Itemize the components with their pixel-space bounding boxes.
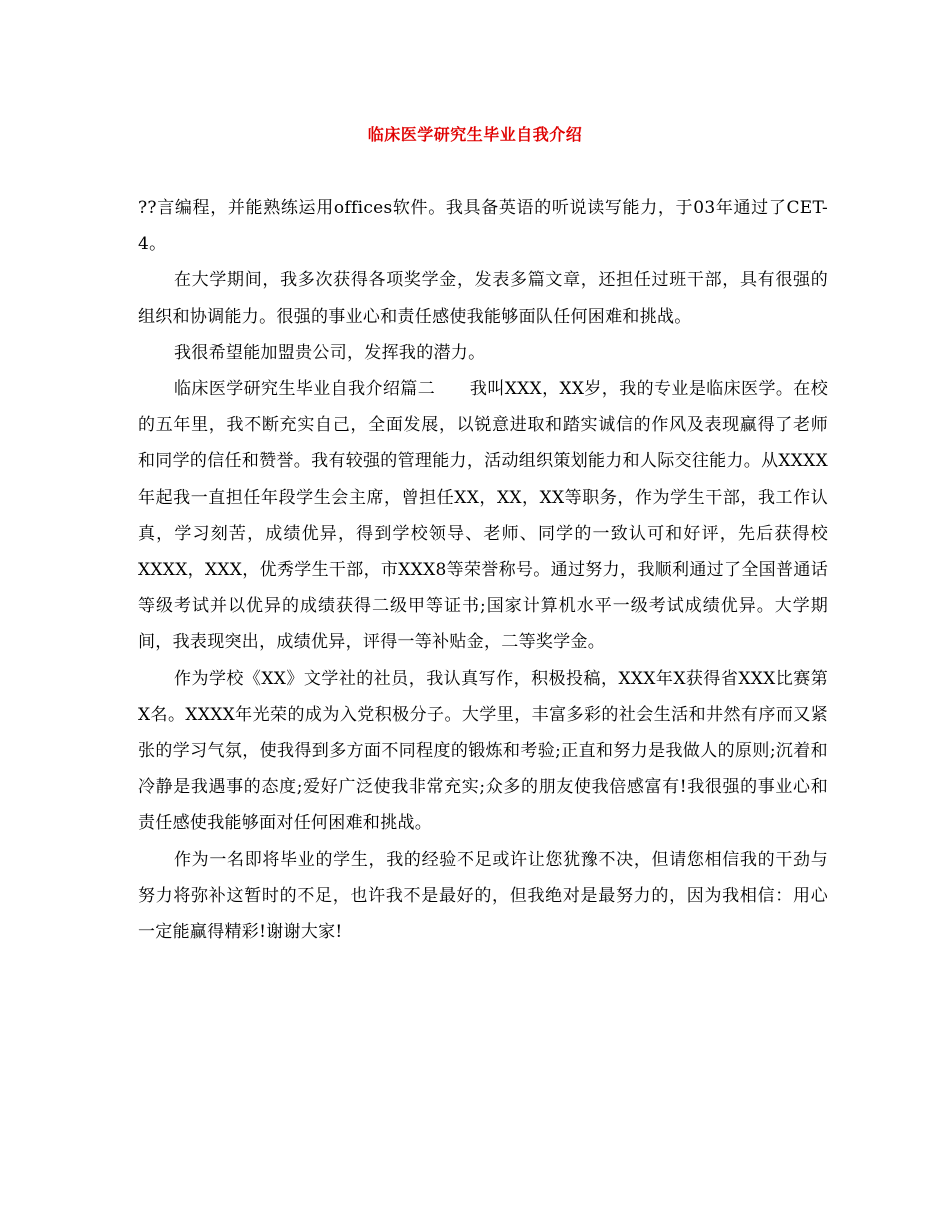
paragraph-2: 在大学期间，我多次获得各项奖学金，发表多篇文章，还担任过班干部，具有很强的组织和协调能力。很强的事业心和责任感使我能够面队任何困难和挑战。 [138, 270, 828, 327]
document-title: 临床医学研究生毕业自我介绍 [367, 125, 583, 144]
paragraph-4: 临床医学研究生毕业自我介绍篇二 我叫XXX，XX岁，我的专业是临床医学。在校的五年里，我不断充实自己，全面发展，以锐意进取和踏实诚信的作风及表现赢得了老师和同学的信任和赞誉。我有较强的管理能力，活动组织策划能力和人际交往能力。从XXXX年起我一直担任年段学生会主席，曾担任XX，XX，XX等职务，作为学生干部，我工作认真，学习刻苦，成绩优异，得到学校领导、老师、同学的一致认可和好评，先后获得校XXXX，XXX，优秀学生干部，市XXX8等荣誉称号。通过努力，我顺利通过了全国普通话等级考试并以优异的成绩获得二级甲等证书;国家计算机水平一级考试成绩优异。大学期间，我表现突出，成绩优异，评得一等补贴金，二等奖学金。 [138, 379, 828, 653]
paragraph-3: 我很希望能加盟贵公司，发挥我的潜力。 [174, 342, 486, 363]
paragraph-1: ??言编程，并能熟练运用offices软件。我具备英语的听说读写能力，于03年通过了CET-4。 [138, 198, 828, 255]
paragraph-5: 作为学校《XX》文学社的社员，我认真写作，积极投稿，XXX年X获得省XXX比赛第X名。XXXX年光荣的成为入党积极分子。大学里，丰富多彩的社会生活和井然有序而又紧张的学习气氛，使我得到多方面不同程度的锻炼和考验;正直和努力是我做人的原则;沉着和冷静是我遇事的态度;爱好广泛使我非常充实;众多的朋友使我倍感富有!我很强的事业心和责任感使我能够面对任何困难和挑战。 [138, 668, 828, 834]
document-body [138, 190, 828, 950]
paragraph-6: 作为一名即将毕业的学生，我的经验不足或许让您犹豫不决，但请您相信我的干劲与努力将弥补这暂时的不足，也许我不是最好的，但我绝对是最努力的，因为我相信：用心一定能赢得精彩!谢谢大家! [138, 849, 828, 943]
